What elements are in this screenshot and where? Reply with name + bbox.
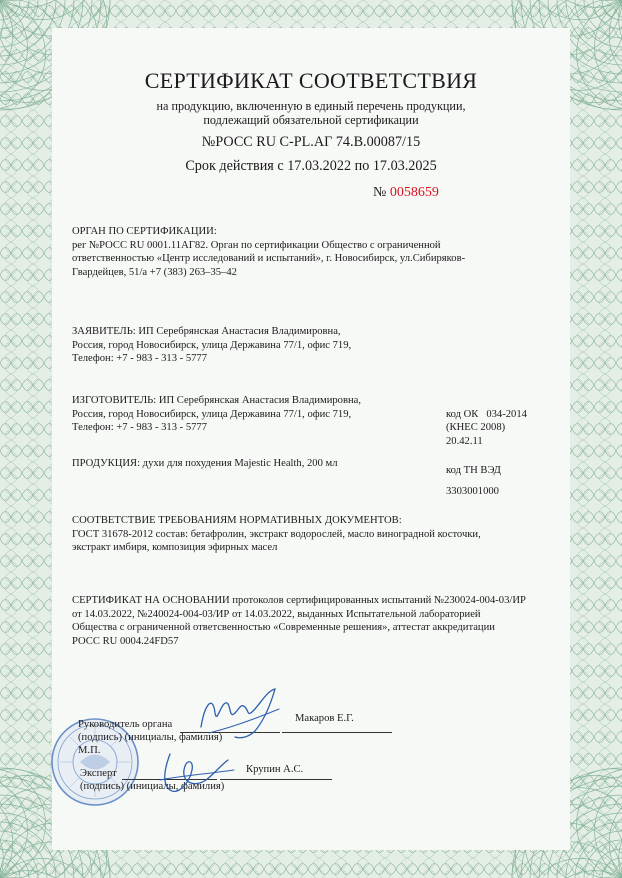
round-seal-stamp (50, 717, 140, 807)
tnved-label: код ТН ВЭД (446, 465, 501, 476)
basis-section (72, 594, 526, 648)
tnved-value: 3303001000 (446, 486, 499, 497)
expert-name: Крупин А.С. (246, 764, 304, 775)
section-line: Гвардейцев, 51/а +7 (383) 263–35–42 (72, 266, 237, 278)
expert-signature (150, 740, 240, 802)
manufacturer-section (72, 394, 361, 435)
section-line: ГОСТ 31678-2012 состав: бетафролин, экстракт водорослей, масло виноградной косточки, (72, 528, 481, 540)
section-line: РОСС RU 0004.24FD57 (72, 635, 179, 647)
section-line: ОРГАН ПО СЕРТИФИКАЦИИ: (72, 226, 217, 237)
head-name: Макаров Е.Г. (295, 713, 354, 724)
section-line: Россия, город Новосибирск, улица Державина 77/1, офис 719, (72, 408, 352, 420)
certificate-title: СЕРТИФИКАТ СООТВЕТСТВИЯ (144, 68, 478, 93)
certification-body-section (72, 225, 465, 279)
section-line: Россия, город Новосибирск, улица Державина 77/1, офис 719, (72, 339, 352, 351)
validity-period: Срок действия с 17.03.2022 по 17.03.2025 (185, 158, 437, 174)
section-line: экстракт имбиря, композиция эфирных масел (72, 542, 278, 554)
expert-caption: (подпись) (инициалы, фамилия) (80, 781, 225, 792)
applicant-section (72, 325, 351, 366)
section-line: рег №РОСС RU 0001.11АГ82. Орган по сертификации Общество с ограниченной (72, 239, 441, 251)
ok-standard: (КНЕС 2008) (446, 422, 506, 433)
section-line: ИЗГОТОВИТЕЛЬ: ИП Серебрянская Анастасия Владимировна, (72, 395, 361, 406)
ok-code-value: 20.42.11 (446, 436, 483, 447)
head-signature (195, 683, 285, 743)
section-line: ЗАЯВИТЕЛЬ: ИП Серебрянская Анастасия Владимировна, (72, 326, 341, 337)
section-line: СЕРТИФИКАТ НА ОСНОВАНИИ протоколов сертифицированных испытаний №230024-004-03/ИР (72, 595, 526, 606)
section-line: Телефон: +7 - 983 - 313 - 5777 (72, 422, 208, 434)
section-line: от 14.03.2022, №240024-004-03/ИР от 14.03.2022, выданных Испытательной лабораторией (72, 608, 481, 620)
compliance-section (72, 514, 481, 555)
section-line: СООТВЕТСТВИЕ ТРЕБОВАНИЯМ НОРМАТИВНЫХ ДОКУМЕНТОВ: (72, 515, 402, 526)
section-line: ответственностью «Центр исследований и испытаний», г. Новосибирск, ул.Сибиряков- (72, 253, 466, 265)
subtitle-line-2: подлежащий обязательной сертификации (203, 113, 419, 127)
ok-code-label: код ОК 034-2014 (446, 409, 527, 420)
section-line: Телефон: +7 - 983 - 313 - 5777 (72, 353, 208, 365)
stamp-place-mark: М.П. (78, 745, 101, 756)
subtitle-line-1: на продукцию, включенную в единый перечень продукции, (156, 99, 466, 113)
form-number-value: 0058659 (389, 185, 439, 200)
form-number (373, 185, 439, 201)
product-line: ПРОДУКЦИЯ: духи для похудения Majestic Health, 200 мл (72, 458, 338, 469)
head-caption: (подпись) (инициалы, фамилия) (78, 732, 223, 743)
head-name-line (282, 732, 392, 733)
form-number-prefix: № (373, 185, 387, 200)
registration-number: №РОСС RU С-PL.АГ 74.В.00087/15 (201, 134, 421, 150)
expert-label: Эксперт (80, 768, 117, 779)
section-line: Общества с ограниченной ответсвенностью «Современные решения», аттестат аккредитации (72, 622, 495, 634)
head-label: Руководитель органа (78, 719, 173, 730)
